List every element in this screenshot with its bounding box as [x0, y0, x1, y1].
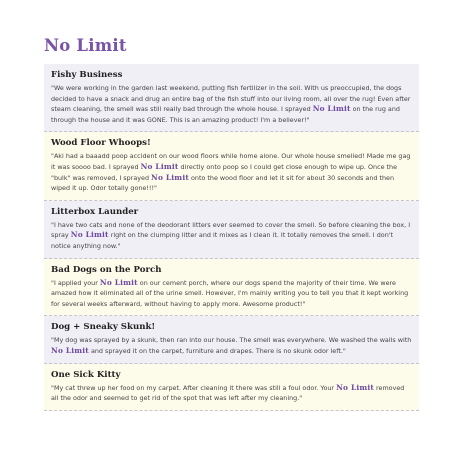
- testimonial-card: [44, 132, 419, 200]
- text-segment: "Aki had a baaadd poop accident on our wood floors while home alone. Our whole house smelled! Made me gag it was soooo bad. I sprayed: [51, 152, 411, 171]
- text-segment: onto the wood floor and let it sit for about 30 seconds and then wiped it up. Odor totally gone!!!": [51, 173, 394, 193]
- testimonial-text: [51, 278, 413, 310]
- text-segment: "I applied your: [51, 278, 100, 287]
- testimonial-text: [51, 83, 413, 125]
- text-segment: "We were working in the garden last weekend, putting fish fertilizer in the soil. With us preoccupied, the dogs decided to have a snack and drug an entire bag of the fish stuff into our living room, all over the rug! Even after steam cleaning, the smell was still really bad through the whole house. I sprayed: [51, 84, 411, 114]
- testimonial-card: [44, 259, 419, 317]
- text-segment: "I have two cats and none of the deodorant litters ever seemed to cover the smell. So before cleaning the box, I spray: [51, 220, 411, 240]
- testimonial-text: [51, 335, 413, 356]
- testimonial-heading: Wood Floor Whoops!: [51, 138, 151, 149]
- brand-name: No Limit: [51, 345, 89, 355]
- text-segment: and sprayed it on the carpet, furniture and drapes. There is no skunk odor left.": [88, 346, 346, 355]
- brand-name: No Limit: [336, 382, 374, 392]
- testimonial-heading: Bad Dogs on the Porch: [51, 264, 162, 275]
- testimonial-heading: Dog + Sneaky Skunk!: [51, 322, 156, 333]
- text-segment: "My cat threw up her food on my carpet. After cleaning it there was still a foul odor. Your: [51, 383, 337, 392]
- brand-name: No Limit: [151, 172, 189, 182]
- text-segment: removed all the odor and seemed to get rid of the spot that was left after my cleaning.": [51, 383, 405, 403]
- brand-name: No Limit: [99, 277, 138, 287]
- testimonial-text: [51, 151, 413, 193]
- testimonial-text: [51, 220, 413, 252]
- testimonial-heading: One Sick Kitty: [51, 369, 121, 380]
- testimonial-card: [44, 364, 419, 411]
- text-segment: on the rug and through the house and it was GONE. This is an amazing product! I'm a believer!": [51, 105, 400, 124]
- brand-name: No Limit: [70, 230, 109, 240]
- testimonial-text: [51, 383, 413, 404]
- testimonial-heading: Fishy Business: [51, 70, 123, 80]
- testimonial-heading: Litterbox Launder: [51, 206, 139, 217]
- brand-name: No Limit: [140, 161, 179, 171]
- testimonial-card: [44, 201, 419, 259]
- page-title: No Limit: [44, 36, 127, 55]
- text-segment: "My dog was sprayed by a skunk, then ran into our house. The smell was everywhere. We washed the walls with: [51, 336, 412, 345]
- testimonial-card: [44, 64, 419, 132]
- brand-name: No Limit: [312, 104, 351, 114]
- testimonial-card: [44, 316, 419, 363]
- text-segment: right on the clumping litter and it mixes as I clean it. It totally removes the smell. I don't notice anything now.": [51, 231, 394, 250]
- text-segment: on our cement porch, where our dogs spend the majority of their time. We were amazed how it eliminated all of the urine smell. However, I'm mainly writing you to tell you that it kept working for several weeks afterward, without having to apply more. Awesome product!": [51, 278, 409, 308]
- text-segment: directly onto poop so I could get close enough to wipe up. Once the "bulk" was removed, I sprayed: [51, 162, 398, 182]
